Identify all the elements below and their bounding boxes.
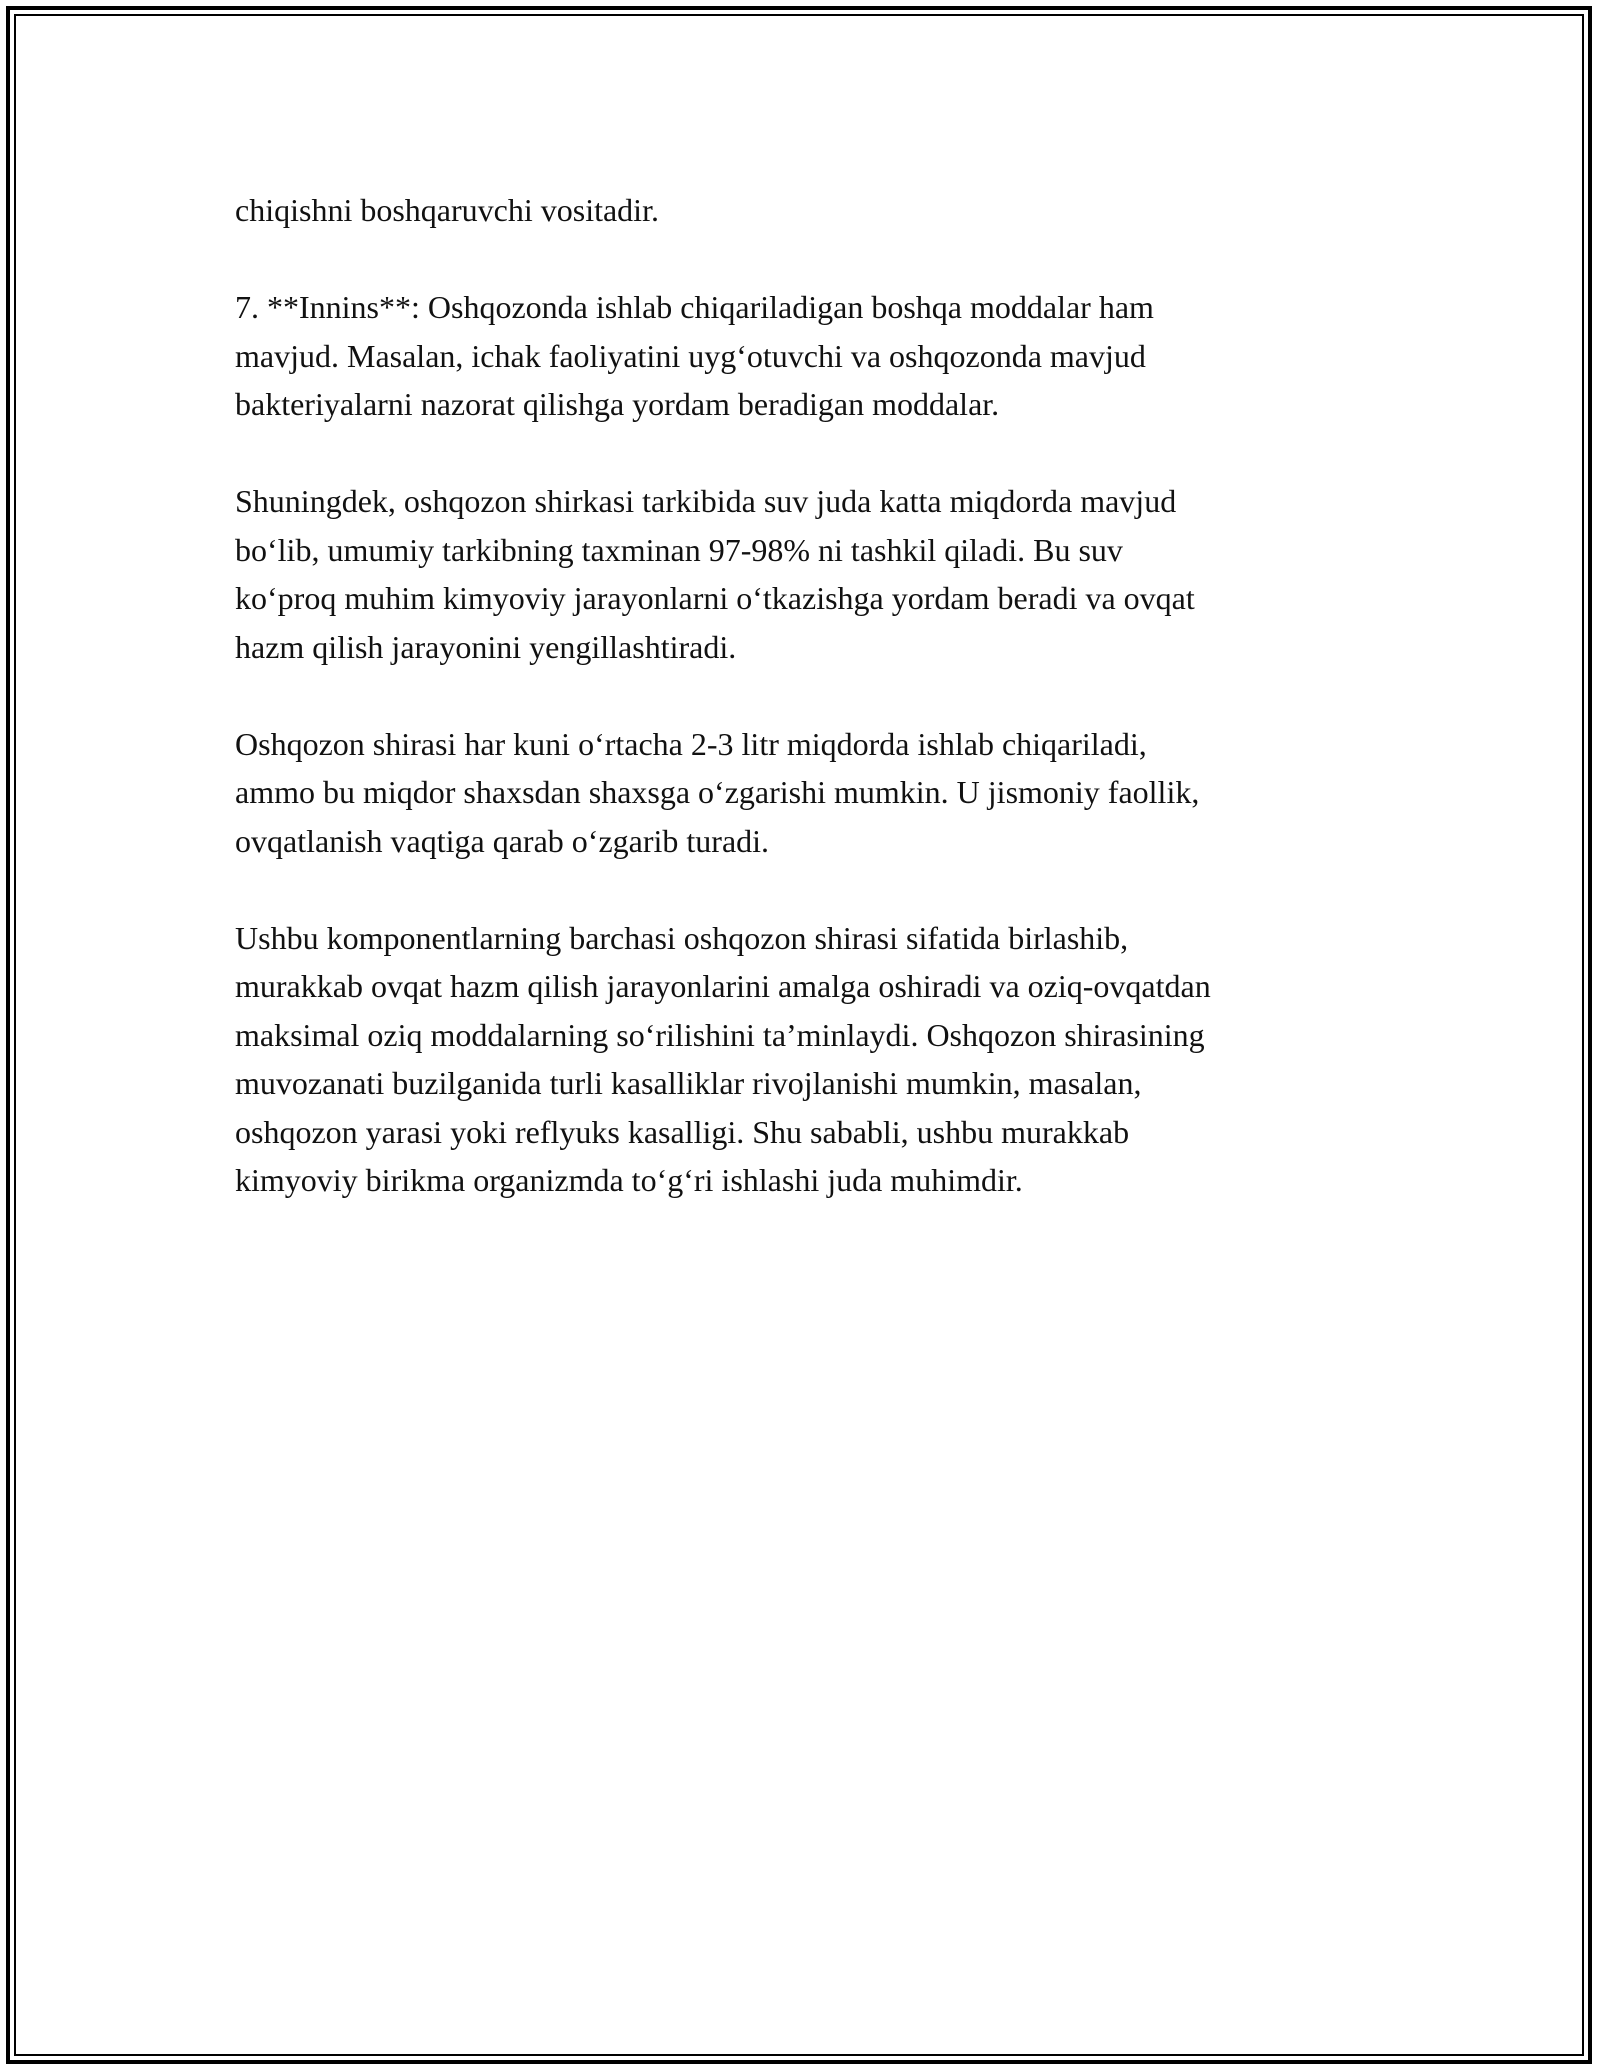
paragraph: Shuningdek, oshqozon shirkasi tarkibida suv juda katta miqdorda mavjud bo‘lib, umumiy tarkibning taxminan 97-98% ni tashkil qiladi. Bu suv ko‘proq muhim kimyoviy jarayonlarni o‘tkazishga yordam beradi va ovqat hazm qilish jarayonini yengillashtiradi.: [235, 483, 1195, 665]
paragraph: chiqishni boshqaruvchi vositadir.: [235, 192, 659, 228]
paragraph: Oshqozon shirasi har kuni o‘rtacha 2-3 litr miqdorda ishlab chiqariladi, ammo bu miqdor shaxsdan shaxsga o‘zgarishi mumkin. U jismoniy faollik, ovqatlanish vaqtiga qarab o‘zgarib turadi.: [235, 725, 1200, 859]
paragraph: 7. **Innins**: Oshqozonda ishlab chiqariladigan boshqa moddalar ham mavjud. Masalan, ichak faoliyatini uyg‘otuvchi va oshqozonda mavjud bakteriyalarni nazorat qilishga yordam beradigan moddalar.: [235, 289, 1154, 422]
document-body: [235, 186, 1375, 1253]
paragraph: Ushbu komponentlarning barchasi oshqozon shirasi sifatida birlashib, murakkab ovqat hazm qilish jarayonlarini amalga oshiradi va oziq-ovqatdan maksimal oziq moddalarning so‘rilishini ta’minlaydi. Oshqozon shirasining muvozanati buzilganida turli kasalliklar rivojlanishi mumkin, masalan, oshqozon yarasi yoki reflyuks kasalligi. Shu sababli, ushbu murakkab kimyoviy birikma organizmda to‘g‘ri ishlashi juda muhimdir.: [235, 919, 1211, 1198]
